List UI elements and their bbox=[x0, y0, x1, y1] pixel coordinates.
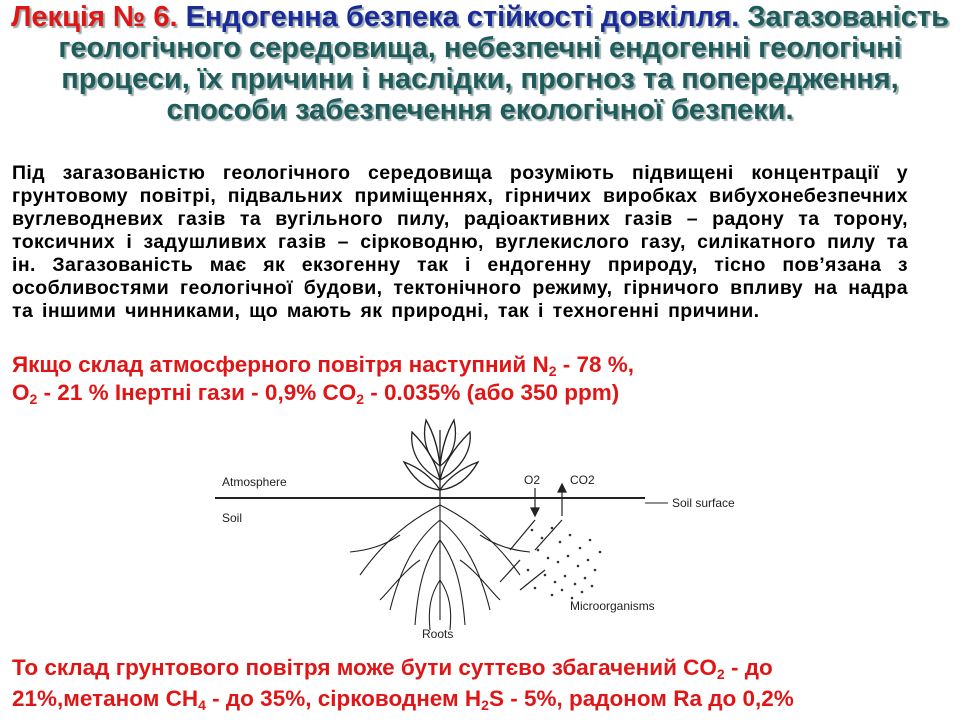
label-atmosphere: Atmosphere bbox=[222, 475, 287, 489]
soil-air-text: S - 5%, радоном Ra до 0,2% bbox=[488, 686, 794, 711]
soil-air-text: То склад грунтового повітря може бути суттєво збагачений CO bbox=[12, 655, 717, 680]
label-soil: Soil bbox=[222, 511, 243, 525]
soil-air-line-2 bbox=[12, 686, 794, 712]
label-soil-surface: Soil surface bbox=[672, 496, 735, 510]
air-text: - 78 %, bbox=[556, 352, 635, 377]
subscript: 2 bbox=[29, 391, 38, 407]
lecture-subtitle: Загазованість геологічного середовища, небезпечні ендогенні геологічні процеси, їх причини і наслідки, прогноз та попередження, способи забезпечення екологічної безпеки. bbox=[58, 1, 949, 126]
definition-paragraph: Під загазованістю геологічного середовища розуміють підвищені концентрації у грунтовому повітрі, підвальних приміщеннях, гірничих виробках вибухонебезпечних вуглеводневих газів та вугільного пилу, радіоактивних газів – радону та торону, токсичних і задушливих газів – сірководню, вуглекислого газу, силікатного пилу та ін. Загазованість має як екзогенну так і ендогенну природу, тісно пов’язана з особливостями геологічної будови, тектонічного режиму, гірничого впливу на надра та іншими чинниками, що мають як природні, так і техногенні причини. bbox=[12, 162, 908, 322]
gas-exchange-arrows bbox=[500, 484, 566, 590]
subscript: 2 bbox=[481, 697, 489, 713]
air-text: Якщо склад атмосферного повітря наступний N bbox=[12, 352, 549, 377]
air-text: O bbox=[12, 380, 30, 405]
subscript: 4 bbox=[198, 697, 206, 713]
slide-title bbox=[10, 2, 950, 126]
microorganisms-dots bbox=[527, 527, 602, 600]
soil-air-diagram bbox=[190, 410, 750, 650]
subscript: 2 bbox=[716, 666, 725, 682]
label-roots: Roots bbox=[422, 627, 454, 641]
label-o2: O2 bbox=[524, 473, 541, 487]
air-text: - 21 % Інертні гази - 0,9% CO bbox=[37, 380, 357, 405]
subscript: 2 bbox=[548, 363, 557, 379]
roots-icon bbox=[350, 498, 530, 630]
air-text: - 0.035% (або 350 ppm) bbox=[364, 380, 620, 405]
subscript: 2 bbox=[356, 391, 365, 407]
air-composition-line-2 bbox=[12, 380, 619, 406]
label-co2: CO2 bbox=[570, 473, 595, 487]
soil-air-text: 21%,метаном CH bbox=[12, 686, 199, 711]
label-microorganisms: Microorganisms bbox=[570, 599, 655, 613]
soil-air-text: - до bbox=[724, 655, 773, 680]
soil-air-line-1 bbox=[12, 655, 773, 681]
plant-icon bbox=[404, 420, 478, 498]
air-composition-line-1 bbox=[12, 352, 634, 378]
lecture-topic: Ендогенна безпека стійкості довкілля. bbox=[185, 1, 740, 33]
soil-air-text: - до 35%, сірководнем H bbox=[205, 686, 482, 711]
lecture-number: Лекція № 6. bbox=[11, 1, 178, 33]
